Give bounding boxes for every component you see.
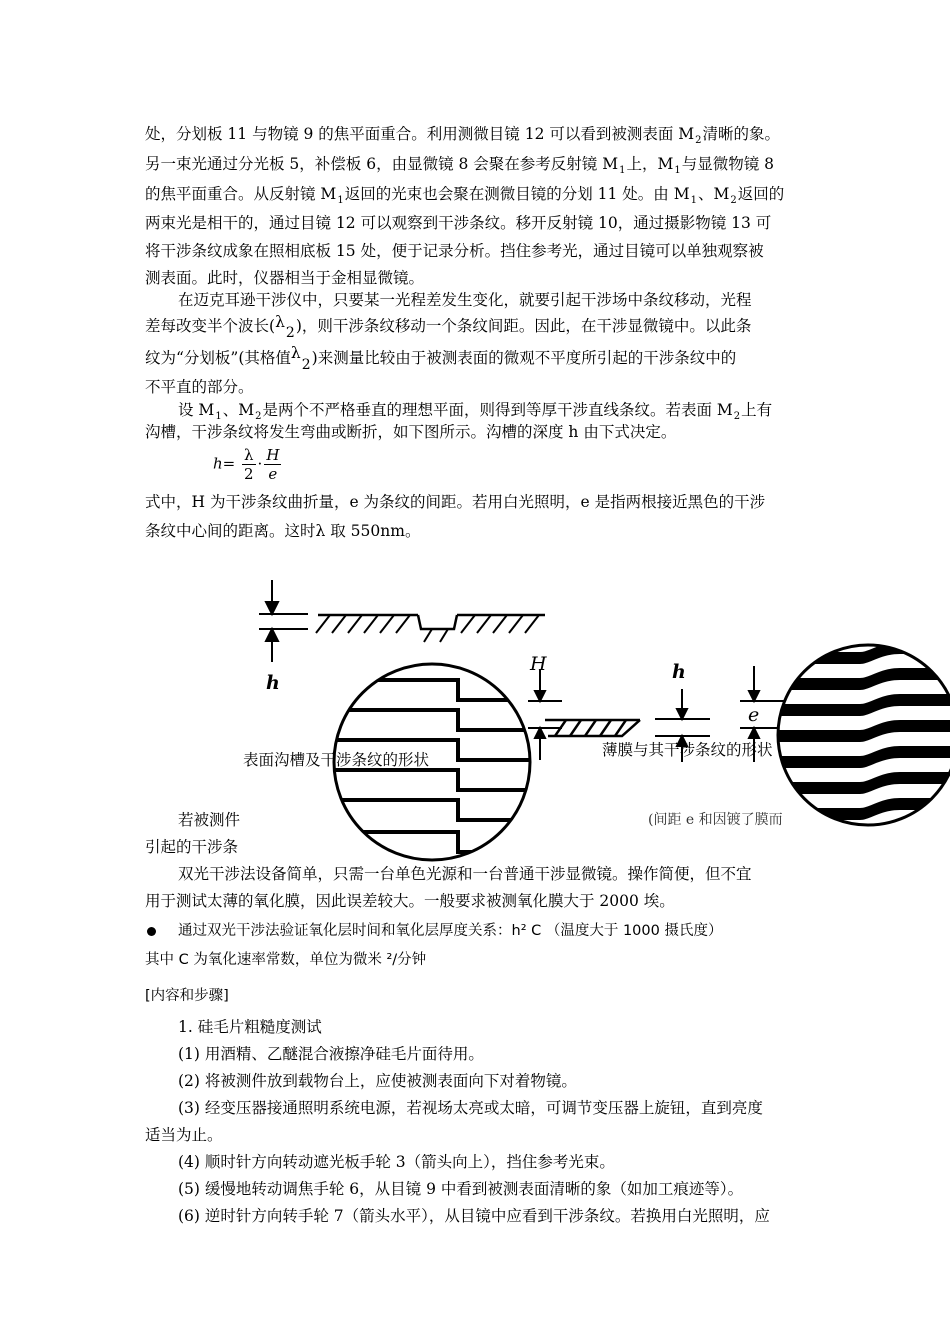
bullet-dot (147, 927, 156, 936)
text-line: 另一束光通过分光板 5，补偿板 6，由显微镜 8 会聚在参考反射镜 $M_1$上，$M_1$与显微物镜 8 (145, 155, 775, 176)
text-line: 若被测件 (178, 811, 241, 829)
groove-surface-profile (316, 615, 545, 642)
text-line: 不平直的部分。 (145, 378, 254, 396)
text-line: 条纹中心间的距离。这时λ 取 550nm。 (145, 522, 421, 540)
text-line: 的焦平面重合。从反射镜 $M_1$返回的光束也会聚在测微目镜的分划 11 处。由 $M_1$、$M_2$返回的 (145, 185, 785, 206)
caption-thin-film: 薄膜与其干涉条纹的形状 (602, 741, 773, 759)
text-line: 纹为“分划板”(其格值λ2)来测量比较由于被测表面的微观不平度所引起的干涉条纹中的 (145, 344, 737, 373)
step-item: (2) 将被测件放到载物台上，应使被测表面向下对着物镜。 (178, 1072, 577, 1090)
caption-groove: 表面沟槽及干涉条纹的形状 (243, 751, 430, 769)
text-line: 将干涉条纹成象在照相底板 15 处，便于记录分析。挡住参考光，通过目镜可以单独观察被 (145, 242, 764, 260)
text-line: 沟槽，干涉条纹将发生弯曲或断折，如下图所示。沟槽的深度 h 由下式决定。 (145, 423, 677, 441)
text-line: 在迈克耳逊干涉仪中，只要某一光程差发生变化，就要引起干涉场中条纹移动，光程 (178, 291, 752, 309)
label-h-film: h (672, 661, 686, 683)
step-item: (4) 顺时针方向转动遮光板手轮 3（箭头向上），挡住参考光束。 (178, 1153, 615, 1171)
step-item: 适当为止。 (145, 1126, 223, 1144)
text-line: (间距 e 和因镀了膜而 (648, 812, 783, 828)
step-item: (5) 缓慢地转动调焦手轮 6，从目镜 9 中看到被测表面清晰的象（如加工痕迹等）。 (178, 1180, 744, 1198)
groove-interference-figure (0, 570, 950, 870)
step-item: (1) 用酒精、乙醚混合液擦净硅毛片面待用。 (178, 1045, 484, 1063)
subsection-heading: 1. 硅毛片粗糙度测试 (178, 1018, 322, 1036)
text-line: 设 $M_1$、$M_2$是两个不严格垂直的理想平面，则得到等厚干涉直线条纹。若表面 $M_2$上有 (178, 401, 773, 422)
depth-dimension-h (259, 580, 308, 662)
step-item: (3) 经变压器接通照明系统电源，若视场太亮或太暗，可调节变压器上旋钮，直到亮度 (178, 1099, 763, 1117)
bend-dimension-H (528, 670, 562, 760)
text-line: 引起的干涉条 (145, 838, 239, 856)
text-line: 通过双光干涉法验证氧化层时间和氧化层厚度关系：h² C （温度大于 1000 摄氏度） (178, 923, 723, 939)
text-line: 用于测试太薄的氧化膜，因此误差较大。一般要求被测氧化膜大于 2000 埃。 (145, 892, 675, 910)
section-heading: [内容和步骤] (145, 988, 229, 1004)
depth-formula: h= $\frac{\lambda}{2}$ · $\frac{H}{e}$ (213, 446, 280, 483)
label-H: H (530, 653, 547, 675)
step-item: (6) 逆时针方向转手轮 7（箭头水平），从目镜中应看到干涉条纹。若换用白光照明，应 (178, 1207, 770, 1225)
text-line: 两束光是相干的，通过目镜 12 可以观察到干涉条纹。移开反射镜 10，通过摄影物镜 13 可 (145, 214, 772, 232)
text-line: 式中，H 为干涉条纹曲折量，e 为条纹的间距。若用白光照明，e 是指两根接近黑色的干涉 (145, 493, 766, 511)
text-line: 测表面。此时，仪器相当于金相显微镜。 (145, 269, 425, 287)
label-h: h (266, 672, 280, 694)
text-line: 差每改变半个波长(λ2)，则干涉条纹移动一个条纹间距。因此，在干涉显微镜中。以此条 (145, 313, 752, 341)
thin-film-profile (545, 720, 640, 736)
text-line: 其中 C 为氧化速率常数，单位为微米 ²/分钟 (145, 952, 427, 968)
label-e: e (748, 704, 760, 726)
text-line: 双光干涉法设备简单，只需一台单色光源和一台普通干涉显微镜。操作简便，但不宜 (178, 865, 752, 883)
text-line: 处，分划板 11 与物镜 9 的焦平面重合。利用测微目镜 12 可以看到被测表面 $M_2$清晰的象。 (145, 125, 781, 146)
